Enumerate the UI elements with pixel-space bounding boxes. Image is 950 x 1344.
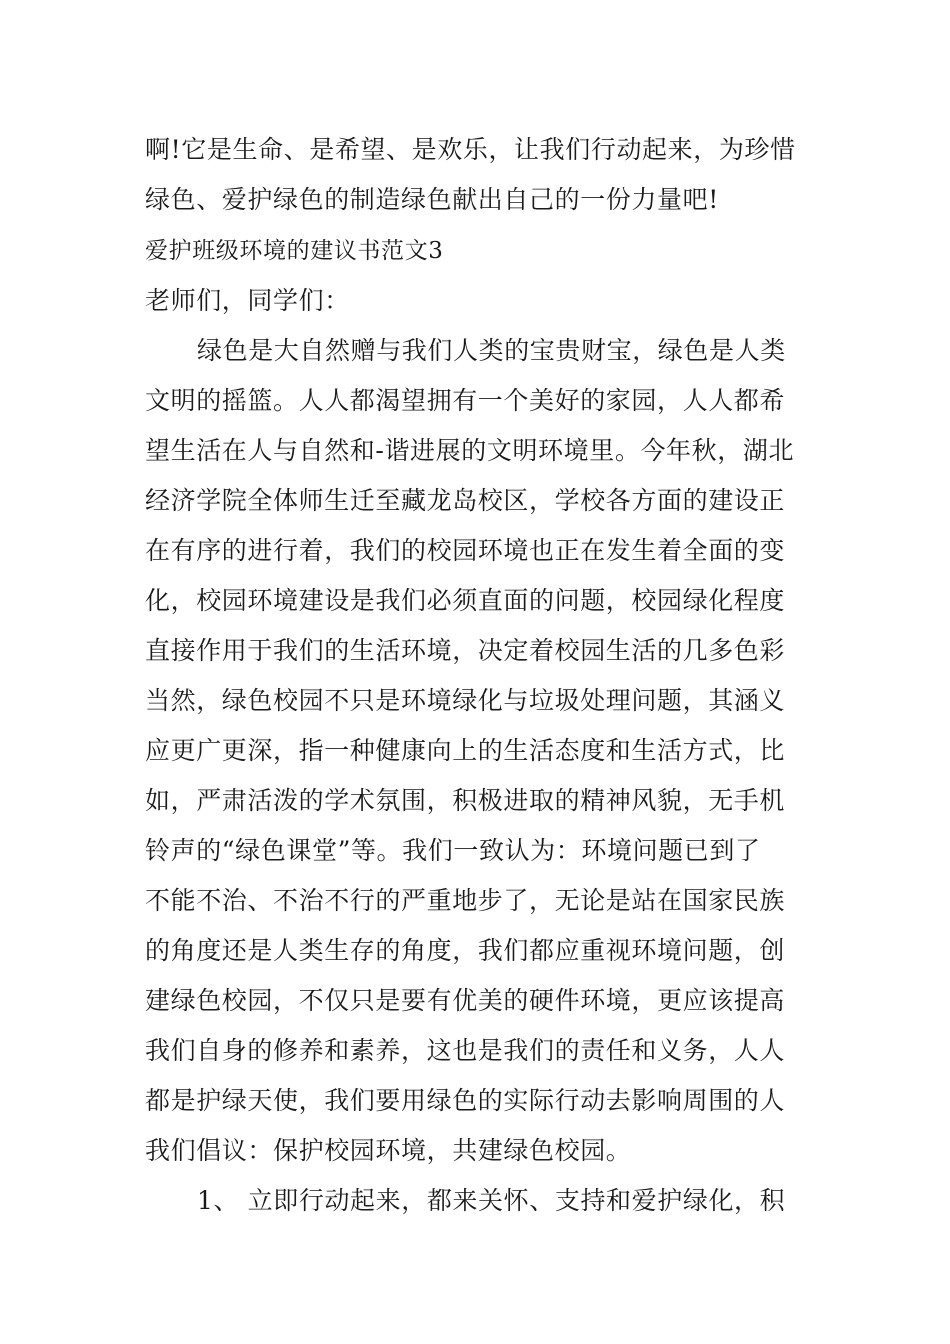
text-line: 绿色、爱护绿色的制造绿色献出自己的一份力量吧! [145, 185, 719, 214]
text-line: 望生活在人与自然和-谐进展的文明环境里。今年秋，湖北 [145, 436, 795, 465]
text-line: 在有序的进行着，我们的校园环境也正在发生着全面的变 [145, 536, 786, 565]
paragraph-first-line: 绿色是大自然赠与我们人类的宝贵财宝，绿色是人类 [197, 336, 786, 365]
text-line: 如，严肃活泼的学术氛围，积极进取的精神风貌，无手机 [145, 786, 786, 815]
text-line: 的角度还是人类生存的角度，我们都应重视环境问题，创 [145, 936, 786, 965]
text-line: 啊!它是生命、是希望、是欢乐，让我们行动起来，为珍惜 [145, 135, 796, 164]
text-line: 化，校园环境建设是我们必须直面的问题，校园绿化程度 [145, 586, 786, 615]
text-line: 直接作用于我们的生活环境，决定着校园生活的几多色彩 [145, 636, 786, 665]
text-line: 我们倡议：保护校园环境，共建绿色校园。 [145, 1136, 632, 1165]
text-line: 文明的摇篮。人人都渴望拥有一个美好的家园，人人都希 [145, 386, 786, 415]
text-line: 应更广更深，指一种健康向上的生活态度和生活方式，比 [145, 736, 786, 765]
text-line: 经济学院全体师生迁至藏龙岛校区，学校各方面的建设正 [145, 486, 786, 515]
text-line: 不能不治、不治不行的严重地步了，无论是站在国家民族 [145, 886, 786, 915]
text-line: 建绿色校园，不仅只是要有优美的硬件环境，更应该提高 [145, 986, 786, 1015]
text-line: 铃声的“绿色课堂”等。我们一致认为：环境问题已到了 [145, 836, 761, 865]
text-line: 当然，绿色校园不只是环境绿化与垃圾处理问题，其涵义 [145, 686, 786, 715]
section-title: 爱护班级环境的建议书范文3 [145, 238, 444, 264]
text-line: 都是护绿天使，我们要用绿色的实际行动去影响周围的人 [145, 1086, 786, 1115]
salutation: 老师们，同学们： [145, 286, 350, 315]
text-line: 我们自身的修养和素养，这也是我们的责任和义务，人人 [145, 1036, 786, 1065]
list-item: 1、 立即行动起来，都来关怀、支持和爱护绿化，积 [197, 1186, 786, 1215]
